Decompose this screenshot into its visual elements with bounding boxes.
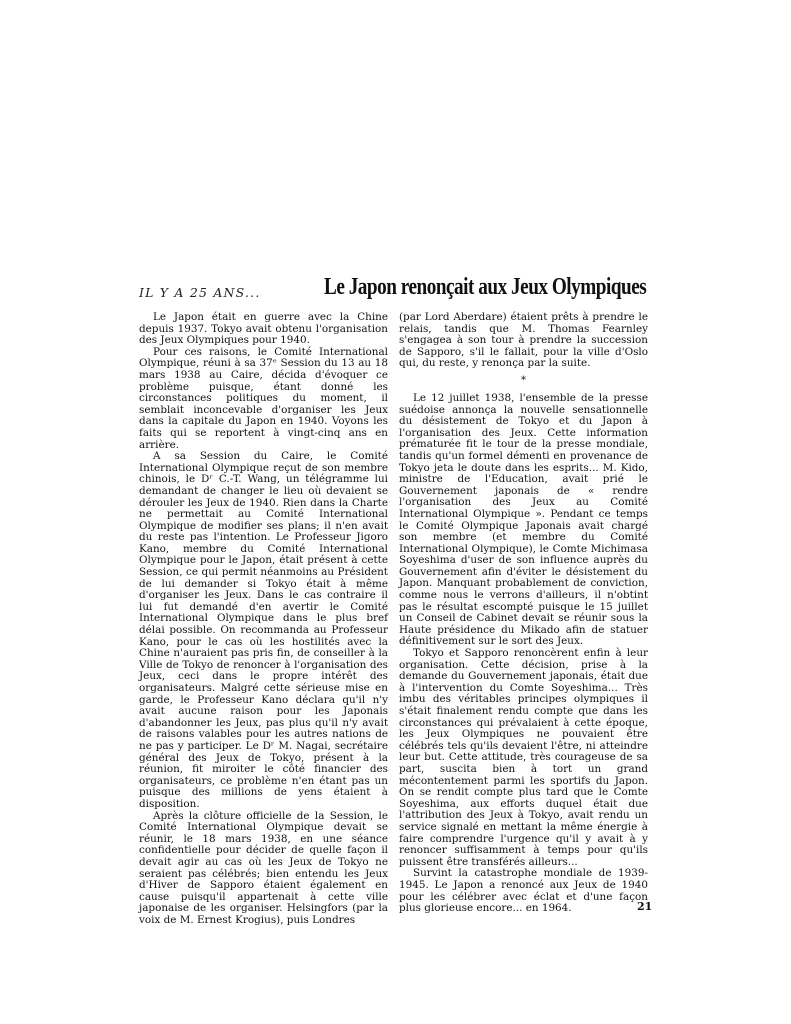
paragraph: Le Japon était en guerre avec la Chine depuis 1937. Tokyo avait obtenu l'organisation des Jeux Olympiques pour 1940. xyxy=(139,311,388,347)
section-separator: * xyxy=(521,374,526,386)
article-title: Le Japon renonçait aux Jeux Olympiques xyxy=(324,274,647,300)
page-number: 21 xyxy=(637,900,653,913)
paragraph: Après la clôture officielle de la Session, le Comité International Olympique devait se réunir, le 18 mars 1938, en une séance confidentielle pour décider de quelle façon il devait agir au cas où les Jeux de Tokyo ne seraient pas célébrés; bien entendu les Jeux d'Hiver de Sapporo étaient également en cause puisqu'il appartenait à cette ville japonaise de les organiser. Helsingfors (par la voix de M. Ernest Krogius), puis Londres xyxy=(139,809,388,926)
paragraph: Survint la catastrophe mondiale de 1939-1945. Le Japon a renoncé aux Jeux de 1940 pour les célébrer avec éclat et d'une façon plus glorieuse encore... en 1964. xyxy=(399,867,648,915)
paragraph: Tokyo et Sapporo renoncèrent enfin à leur organisation. Cette décision, prise à la demande du Gouvernement japonais, était due à l'intervention du Comte Soyeshima... Très imbu des véritables principes olympiques il s'était finalement rendu compte que dans les circonstances qui prévalaient à cette époque, les Jeux Olympiques ne pouvaient être célébrés tels qu'ils devaient l'être, ni atteindre leur but. Cette attitude, très courageuse de sa part, suscita bien à tort un grand mécontentement parmi les sportifs du Japon. On se rendit compte plus tard que le Comte Soyeshima, aux efforts duquel était due l'attribution des Jeux à Tokyo, avait rendu un service signalé en mettant la même énergie à faire comprendre l'urgence qu'il y avait à y renoncer suffisamment à temps pour qu'ils puissent être transférés ailleurs... xyxy=(399,647,648,868)
paragraph: Pour ces raisons, le Comité International Olympique, réuni à sa 37ᵉ Session du 13 au 18 mars 1938 au Caire, décida d'évoquer ce problème puisque, étant donné les circonstances politiques du moment, il semblait inconcevable d'organiser les Jeux dans la capitale du Japon en 1940. Voyons les faits qui se reportent à vingt-cinq ans en arrière. xyxy=(139,345,388,451)
left-column xyxy=(139,312,388,926)
right-column xyxy=(399,312,648,915)
paragraph: A sa Session du Caire, le Comité International Olympique reçut de son membre chinois, le Dʳ C.-T. Wang, un télégramme lui demandant de changer le lieu où devaient se dérouler les Jeux de 1940. Rien dans la Charte ne permettait au Comité International Olympique de modifier ses plans; il n'en avait du reste pas l'intention. Le Professeur Jigoro Kano, membre du Comité International Olympique pour le Japon, était présent à cette Session, ce qui permit néanmoins au Président de lui demander si Tokyo était à même d'organiser les Jeux. Dans le cas contraire il lui fut demandé d'en avertir le Comité International Olympique dans le plus bref délai possible. On recommanda au Professeur Kano, pour le cas où les hostilités avec la Chine n'auraient pas pris fin, de conseiller à la Ville de Tokyo de renoncer à l'organisation des Jeux, ceci dans le propre intérêt des organisateurs. Malgré cette sérieuse mise en garde, le Professeur Kano déclara qu'il n'y avait aucune raison pour les Japonais d'abandonner les Jeux, pas plus qu'il n'y avait de raisons valables pour les autres nations de ne pas y participer. Le Dʳ M. Nagai, secrétaire général des Jeux de Tokyo, présent à la réunion, fit miroiter le côté financier des organisateurs, ce problème n'en étant pas un puisque des millions de yens étaient à disposition. xyxy=(139,450,388,810)
paragraph: Le 12 juillet 1938, l'ensemble de la presse suédoise annonça la nouvelle sensationnelle du désistement de Tokyo et du Japon à l'organisation des Jeux. Cette information prématurée fit le tour de la presse mondiale, tandis qu'un formel démenti en provenance de Tokyo jeta le doute dans les esprits... M. Kido, ministre de l'Education, avait prié le Gouvernement japonais de « rendre l'organisation des Jeux au Comité International Olympique ». Pendant ce temps le Comité Olympique Japonais avait chargé son membre (et membre du Comité International Olympique), le Comte Michimasa Soyeshima d'user de son influence auprès du Gouvernement afin d'éviter le désistement du Japon. Manquant probablement de conviction, comme nous le verrons d'ailleurs, il n'obtint pas le résultat escompté puisque le 15 juillet un Conseil de Cabinet devait se réunir sous la Haute présidence du Mikado afin de statuer définitivement sur le sort des Jeux. xyxy=(399,391,648,648)
paragraph: (par Lord Aberdare) étaient prêts à prendre le relais, tandis que M. Thomas Fearnley s'engagea à son tour à prendre la succession de Sapporo, s'il le fallait, pour la ville d'Oslo qui, du reste, y renonça par la suite. xyxy=(399,311,648,370)
section-kicker: IL Y A 25 ANS... xyxy=(139,285,261,300)
